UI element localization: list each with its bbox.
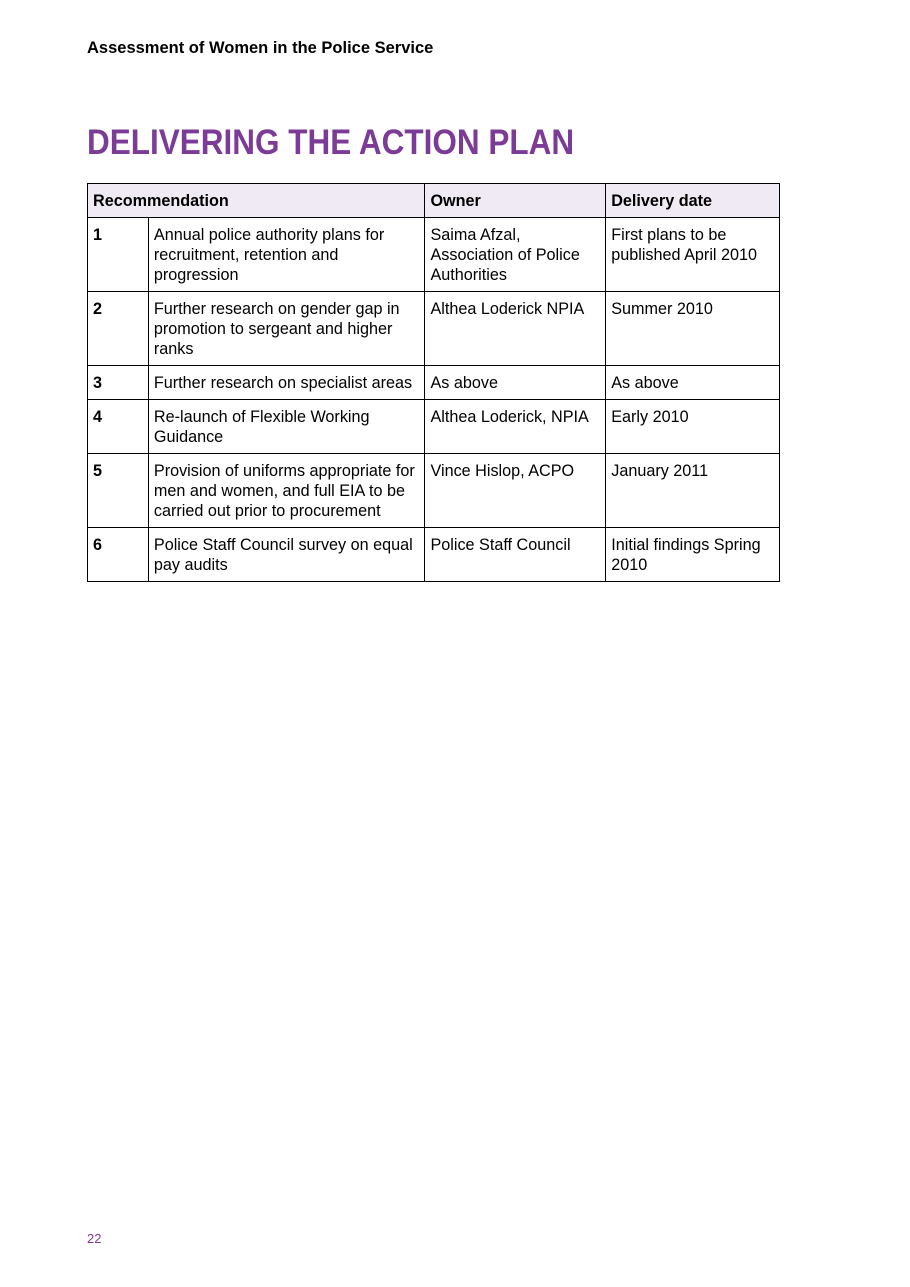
row-recommendation: Annual police authority plans for recruitment, retention and progression <box>148 218 425 292</box>
table-row <box>88 218 780 292</box>
row-owner: Vince Hislop, ACPO <box>425 454 606 528</box>
row-number: 2 <box>88 292 149 366</box>
page-number: 22 <box>87 1231 102 1246</box>
row-owner: Police Staff Council <box>425 528 606 582</box>
row-owner: Althea Loderick, NPIA <box>425 400 606 454</box>
table-row <box>88 366 780 400</box>
row-owner: Saima Afzal, Association of Police Authorities <box>425 218 606 292</box>
row-recommendation: Further research on gender gap in promotion to sergeant and higher ranks <box>148 292 425 366</box>
row-delivery-date: Summer 2010 <box>606 292 780 366</box>
table-row <box>88 400 780 454</box>
row-number: 3 <box>88 366 149 400</box>
row-number: 5 <box>88 454 149 528</box>
row-delivery-date: Initial findings Spring 2010 <box>606 528 780 582</box>
running-header: Assessment of Women in the Police Service <box>87 39 434 57</box>
page-title: DELIVERING THE ACTION PLAN <box>87 123 575 162</box>
row-recommendation: Provision of uniforms appropriate for men and women, and full EIA to be carried out prior to procurement <box>148 454 425 528</box>
header-recommendation: Recommendation <box>88 184 425 218</box>
row-delivery-date: As above <box>606 366 780 400</box>
row-number: 1 <box>88 218 149 292</box>
header-owner: Owner <box>425 184 606 218</box>
row-delivery-date: Early 2010 <box>606 400 780 454</box>
table-row <box>88 292 780 366</box>
row-recommendation: Police Staff Council survey on equal pay audits <box>148 528 425 582</box>
row-recommendation: Further research on specialist areas <box>148 366 425 400</box>
row-delivery-date: January 2011 <box>606 454 780 528</box>
action-plan-table <box>87 183 780 582</box>
row-owner: As above <box>425 366 606 400</box>
table-row <box>88 454 780 528</box>
table-header-row <box>88 184 780 218</box>
row-delivery-date: First plans to be published April 2010 <box>606 218 780 292</box>
row-number: 6 <box>88 528 149 582</box>
header-delivery-date: Delivery date <box>606 184 780 218</box>
row-number: 4 <box>88 400 149 454</box>
table-row <box>88 528 780 582</box>
row-recommendation: Re-launch of Flexible Working Guidance <box>148 400 425 454</box>
row-owner: Althea Loderick NPIA <box>425 292 606 366</box>
